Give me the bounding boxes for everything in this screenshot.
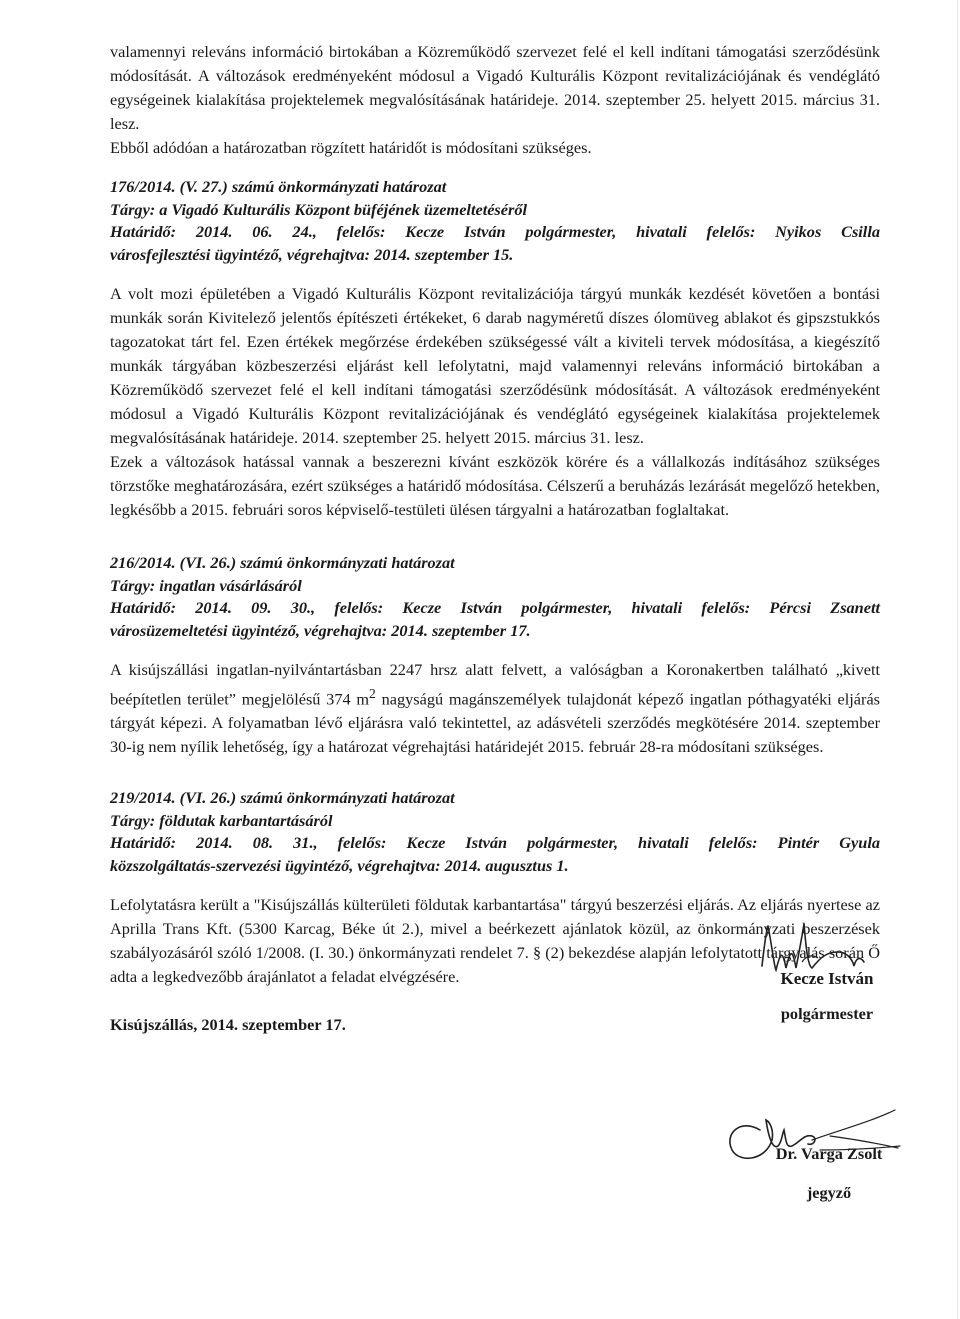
intro-paragraph: valamennyi releváns információ birtokában a Közreműködő szervezet felé el kell indítani támogatási szerződésünk módosítását. A változások eredményeként módosul a Vigadó Kulturális Központ revitalizációjának és vendéglátó egységeinek kialakítása projektelemek megvalósításának határideje. 2014. szeptember 25. helyett 2015. március 31. lesz. (110, 42, 880, 133)
resolution-subject: Tárgy: ingatlan vásárlásáról (110, 575, 302, 595)
resolution-deadline-cont: városfejlesztési ügyintéző, végrehajtva: 2014. szeptember 15. (110, 244, 514, 264)
resolution-subject: Tárgy: a Vigadó Kulturális Központ büféjének üzemeltetéséről (110, 199, 527, 219)
resolution-deadline: Határidő: 2014. 08. 31., felelős: Kecze István polgármester, hivatali felelős: Pintér Gyula (110, 833, 880, 853)
mayor-title: polgármester (780, 1004, 874, 1023)
resolution-title: 176/2014. (V. 27.) számú önkormányzati határozat (110, 177, 447, 196)
closing-place-date: Kisújszállás, 2014. szeptember 17. (110, 1015, 346, 1035)
resolution-title: 219/2014. (VI. 26.) számú önkormányzati határozat (110, 788, 455, 808)
resolution-body-2: Ezek a változások hatással vannak a beszerezni kívánt eszközök körére és a vállalkozás indításához szükséges törzstőke meghatározására, ezért szükséges a határidő módosítása. Célszerű a beruházás lezárását megelőző hetekben, legkésőbb a 2015. februári soros képviselő-testületi ülésen tárgyalni a határozatban foglaltakat. (110, 452, 880, 519)
intro-section (110, 40, 880, 160)
body-part-a: A kisújszállási ingatlan-nyilvántartásban 2247 hrsz alatt felvett, a valóságban a Koronakertben található „kivett beépítetlen terület” megjelölésű 374 m (110, 660, 880, 709)
resolution-title: 216/2014. (VI. 26.) számú önkormányzati határozat (110, 553, 455, 572)
resolution-deadline: Határidő: 2014. 06. 24., felelős: Kecze István polgármester, hivatali felelős: Nyikos Csilla (110, 222, 880, 241)
resolution-deadline-cont: városüzemeltetési ügyintéző, végrehajtva: 2014. szeptember 17. (110, 620, 531, 640)
notary-title: jegyző (806, 1183, 852, 1202)
resolution-header (110, 176, 880, 266)
scan-edge-line (957, 0, 958, 1319)
mayor-name: Kecze István (780, 969, 874, 988)
notary-name: Dr. Varga Zsolt (775, 1144, 883, 1163)
resolution-header (110, 787, 880, 877)
resolution-deadline-cont: közszolgáltatás-szervezési ügyintéző, végrehajtva: 2014. augusztus 1. (110, 855, 569, 875)
resolution-deadline: Határidő: 2014. 09. 30., felelős: Kecze István polgármester, hivatali felelős: Pércsi Zsanett (110, 598, 880, 617)
body-part-b: nagyságú magánszemélyek tulajdonát képező ingatlan póthagyatéki eljárás tárgyát képezi. A folyamatban lévő eljárásra való tekintettel, az adásvételi szerződés megkötésére 2014. szeptember 30-ig nem nyílik lehetőség, így a határozat végrehajtási határidejét 2015. február 28-ra módosítani szükséges. (110, 689, 881, 757)
resolution-body: Lefolytatásra került a "Kisújszállás külterületi földutak karbantartása" tárgyú beszerzési eljárás. Az eljárás nyertese az Aprilla Trans Kft. (5300 Karcag, Béke út 2.), mivel a beérkezett ajánlatok közül, az önkormányzati beszerzések szabályozásáról szóló 1/2008. (I. 30.) önkormányzati rendelet 7. § (2) bekezdése alapján lefolytatott tárgyalás során Ő adta a legkedvezőbb árajánlatot a feladat elvégzésére. (110, 895, 880, 987)
resolution-176 (110, 176, 880, 522)
resolution-subject: Tárgy: földutak karbantartásáról (110, 810, 333, 830)
document-page (110, 40, 880, 1035)
resolution-header (110, 552, 880, 642)
intro-paragraph-2: Ebből adódóan a határozatban rögzített határidőt is módosítani szükséges. (110, 138, 592, 157)
resolution-body: A volt mozi épületében a Vigadó Kulturális Központ revitalizációja tárgyú munkák kezdését követően a bontási munkák során Kivitelező jelentős építészeti értékeket, 6 darab nagyméretű díszes ólomüveg ablakot és gipszstukkós tagozatokat tárt fel. Ezen értékek megőrzése érdekében szükségessé vált a kiviteli tervek módosítása, a kiegészítő munkák tárgyában közbeszerzési eljárást kell lefolytatni, majd valamennyi releváns információ birtokában a Közreműködő szervezet felé el kell indítani támogatási szerződésünk módosítását. A változások eredményeként módosul a Vigadó Kulturális Központ revitalizációjának és vendéglátó egységeinek kialakítása projektelemek megvalósításának határideje. 2014. szeptember 25. helyett 2015. március 31. lesz. (110, 284, 880, 447)
resolution-216 (110, 552, 880, 759)
resolution-body (110, 658, 880, 759)
superscript-square: 2 (369, 686, 376, 701)
